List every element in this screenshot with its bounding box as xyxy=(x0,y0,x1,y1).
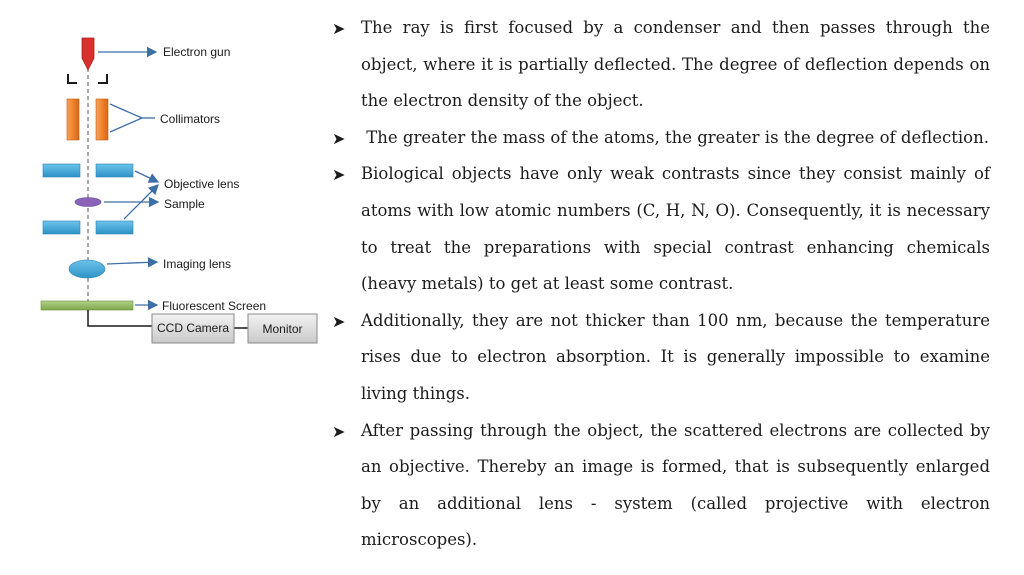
imaging-lens-shape xyxy=(69,260,105,278)
bullet-item xyxy=(332,413,990,559)
fluorescent-screen-bar xyxy=(41,301,133,310)
arrowhead-bullet-icon: ➤ xyxy=(332,128,346,148)
objective-plate-upper-left xyxy=(43,164,80,177)
aperture-bracket-right xyxy=(98,74,107,83)
label-sample: Sample xyxy=(164,197,205,211)
label-fluorescent-screen: Fluorescent Screen xyxy=(162,299,267,313)
objective-plate-lower-left xyxy=(43,221,80,234)
aperture-bracket-left xyxy=(68,74,77,83)
bullet-text: Biological objects have only weak contrasts since they consist mainly of atoms with low atomic numbers (C, H, N, O). Consequently, it is necessary to treat the preparations with special contrast enhancing chemicals (heavy metals) to get at least some contrast. xyxy=(361,164,990,294)
bullet-item xyxy=(332,303,990,413)
bullet-list xyxy=(332,10,990,559)
monitor-label: Monitor xyxy=(262,322,303,336)
label-imaging-lens: Imaging lens xyxy=(163,257,232,271)
bullet-text: The ray is first focused by a condenser and then passes through the object, where it is partially deflected. The degree of deflection depends on the electron density of the object. xyxy=(361,18,990,111)
bullet-text: Additionally, they are not thicker than 100 nm, because the temperature rises due to electron absorption. It is generally impossible to examine living things. xyxy=(361,310,990,403)
arrowhead-bullet-icon: ➤ xyxy=(332,19,346,38)
bullet-text: After passing through the object, the scattered electrons are collected by an objective. Thereby an image is formed, that is subsequently enlarged by an additional lens - system (called projective with electron microscopes). xyxy=(361,420,990,550)
arrowhead-bullet-icon: ➤ xyxy=(332,311,346,331)
collimators-arrow-top xyxy=(110,104,142,118)
arrowhead-bullet-icon: ➤ xyxy=(332,165,346,185)
bullet-item xyxy=(332,120,990,157)
arrowhead-bullet-icon: ➤ xyxy=(332,421,346,441)
collimator-right xyxy=(96,99,108,140)
ccd-connector xyxy=(88,310,152,326)
objective-plate-upper-right xyxy=(96,164,133,177)
label-electron-gun: Electron gun xyxy=(163,45,231,59)
sample-disc xyxy=(75,198,101,207)
bullet-item xyxy=(332,10,990,120)
imaging-lens-arrow xyxy=(107,262,157,264)
collimator-left xyxy=(67,99,79,140)
bullet-item xyxy=(332,156,990,302)
objective-plate-lower-right xyxy=(96,221,133,234)
electron-gun xyxy=(82,38,94,70)
ccd-camera-label: CCD Camera xyxy=(156,321,229,335)
label-objective-lens: Objective lens xyxy=(164,177,240,191)
bullet-text: The greater the mass of the atoms, the greater is the degree of deflection. xyxy=(361,127,989,147)
label-collimators: Collimators xyxy=(160,112,221,126)
collimators-arrow-bottom xyxy=(110,118,142,132)
objective-arrow-upper xyxy=(135,171,158,182)
